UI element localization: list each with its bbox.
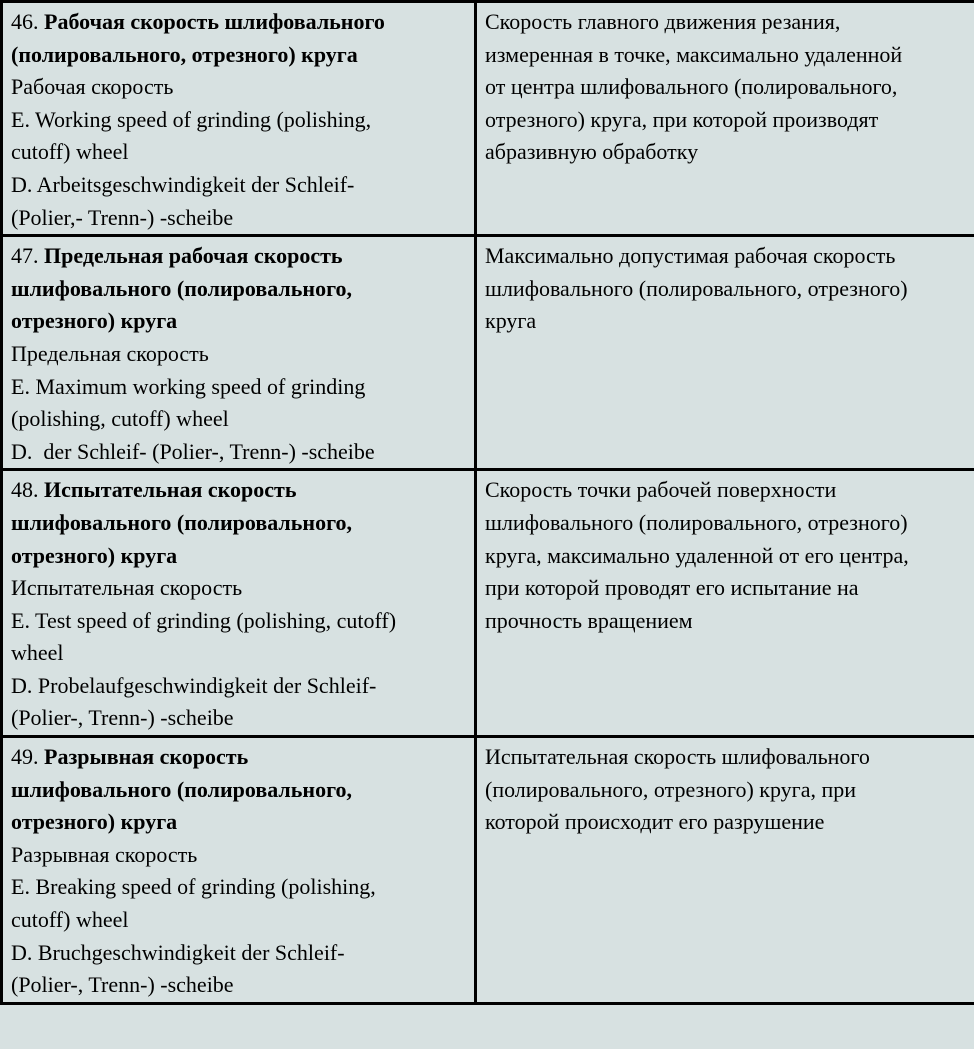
english-term: E. Test speed of grinding (polishing, cutoff)	[11, 607, 397, 633]
definition-line: шлифовального (полировального, отрезного)	[485, 509, 908, 535]
table-row	[2, 2, 974, 236]
term-title-line: отрезного) круга	[11, 308, 178, 334]
definition-line: абразивную обработку	[485, 139, 699, 165]
english-term: E. Maximum working speed of grinding	[11, 373, 366, 399]
definition-line: Скорость точки рабочей поверхности	[485, 477, 837, 503]
definition-line: круга	[485, 308, 537, 334]
short-term: Предельная скорость	[11, 340, 209, 366]
english-term: E. Breaking speed of grinding (polishing,	[11, 874, 376, 900]
term-title-line: шлифовального (полировального,	[11, 509, 353, 535]
short-term: Рабочая скорость	[11, 74, 174, 100]
table-row	[2, 236, 974, 470]
definition-line: Испытательная скорость шлифовального	[485, 744, 870, 770]
term-cell	[2, 470, 476, 737]
german-term: (Polier,- Trenn-) -scheibe	[11, 204, 234, 230]
term-title-line: (полировального, отрезного) круга	[11, 41, 358, 67]
definition-cell	[476, 2, 974, 236]
german-term: (Polier-, Trenn-) -scheibe	[11, 972, 234, 998]
german-term: D. Bruchgeschwindigkeit der Schleif-	[11, 939, 345, 965]
term-title-line	[11, 474, 468, 507]
term-number: 48.	[11, 477, 39, 503]
definition-line: шлифовального (полировального, отрезного)	[485, 275, 908, 301]
term-number: 49.	[11, 744, 39, 770]
english-term: (polishing, cutoff) wheel	[11, 406, 229, 432]
table-row	[2, 470, 974, 737]
definition-line: измеренная в точке, максимально удаленной	[485, 41, 903, 67]
definition-line: отрезного) круга, при которой производят	[485, 106, 879, 132]
english-term: cutoff) wheel	[11, 907, 129, 933]
definition-line: прочность вращением	[485, 607, 693, 633]
german-term: D. Arbeitsgeschwindigkeit der Schleif-	[11, 171, 355, 197]
term-number: 47.	[11, 243, 39, 269]
table-row	[2, 737, 974, 1004]
term-cell	[2, 2, 476, 236]
term-title-line: шлифовального (полировального,	[11, 275, 353, 301]
definition-line: (полировального, отрезного) круга, при	[485, 776, 857, 802]
english-term: cutoff) wheel	[11, 139, 129, 165]
english-term: E. Working speed of grinding (polishing,	[11, 106, 372, 132]
definition-line: Скорость главного движения резания,	[485, 9, 841, 34]
english-term: wheel	[11, 640, 64, 666]
definition-cell	[476, 737, 974, 1004]
term-title-line	[11, 741, 468, 774]
term-title-line: отрезного) круга	[11, 809, 178, 835]
short-term: Разрывная скорость	[11, 841, 198, 867]
short-term: Испытательная скорость	[11, 575, 243, 601]
term-title-line: отрезного) круга	[11, 542, 178, 568]
german-term: D. der Schleif- (Polier-, Trenn-) -scheibe	[11, 438, 375, 464]
definition-line: которой происходит его разрушение	[485, 809, 825, 835]
german-term: (Polier-, Trenn-) -scheibe	[11, 705, 234, 731]
definition-line: от центра шлифовального (полировального,	[485, 74, 898, 100]
definition-line: при которой проводят его испытание на	[485, 575, 859, 601]
term-title: Испытательная скорость	[44, 477, 297, 503]
definition-line: круга, максимально удаленной от его центра,	[485, 542, 909, 568]
term-cell	[2, 737, 476, 1004]
definition-cell	[476, 470, 974, 737]
german-term: D. Probelaufgeschwindigkeit der Schleif-	[11, 672, 377, 698]
definition-line: Максимально допустимая рабочая скорость	[485, 243, 896, 269]
definition-cell	[476, 236, 974, 470]
term-title-line: шлифовального (полировального,	[11, 776, 353, 802]
term-cell	[2, 236, 476, 470]
term-title-line	[11, 6, 468, 39]
term-title-line	[11, 240, 468, 273]
term-title: Предельная рабочая скорость	[44, 243, 343, 269]
term-number: 46.	[11, 9, 39, 34]
term-title: Разрывная скорость	[44, 744, 249, 770]
term-title: Рабочая скорость шлифовального	[44, 9, 385, 34]
